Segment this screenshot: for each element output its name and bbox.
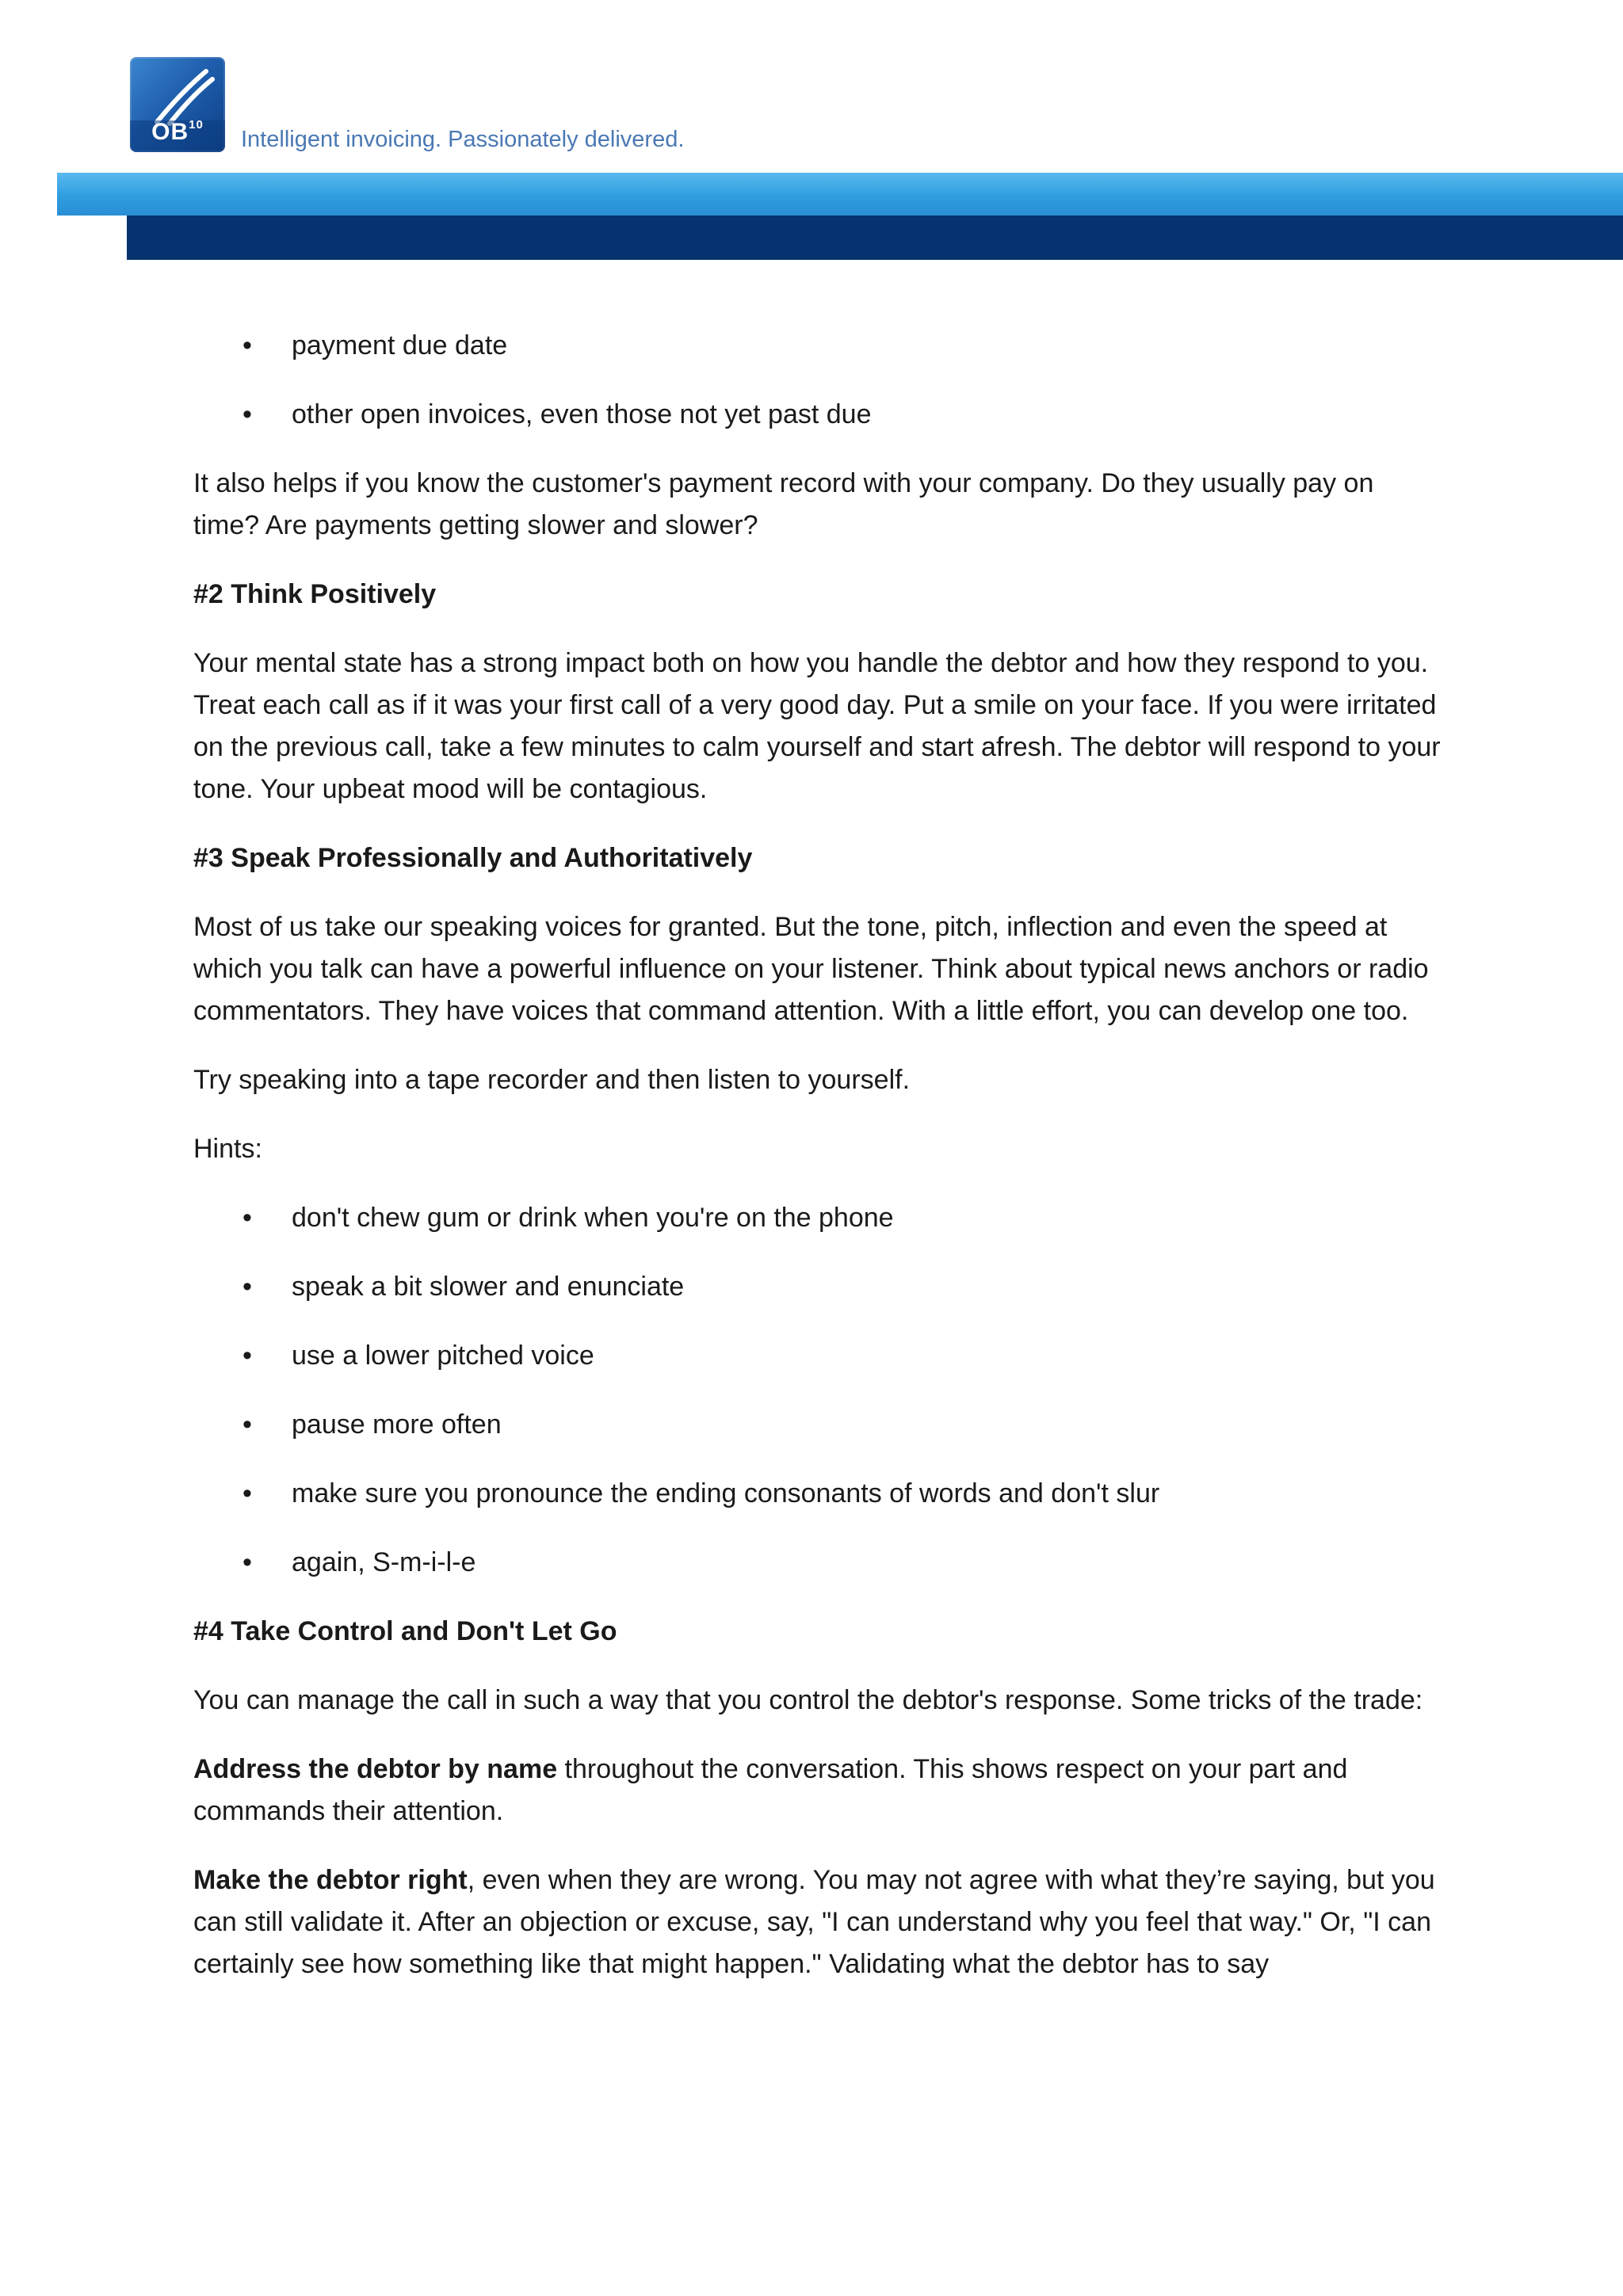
invoice-details-list <box>193 325 1445 436</box>
section-heading-speak-professionally: #3 Speak Professionally and Authoritatively <box>193 843 753 873</box>
tape-recorder-paragraph: Try speaking into a tape recorder and then listen to yourself. <box>193 1065 911 1095</box>
tip-bold-label: Make the debtor right <box>193 1865 468 1895</box>
think-positively-paragraph: Your mental state has a strong impact both on how you handle the debtor and how they respond to you. Treat each call as if it was your first call of a very good day. Put a smile on your face. If you were irritated on the previous call, take a few minutes to calm yourself and start afresh. The debtor will respond to your tone. Your upbeat mood will be contagious. <box>193 648 1441 804</box>
take-control-intro: You can manage the call in such a way that you control the debtor's response. Some tricks of the trade: <box>193 1685 1423 1715</box>
payment-record-paragraph: It also helps if you know the customer's payment record with your company. Do they usually pay on time? Are payments getting slower and slower? <box>193 468 1374 540</box>
speak-professionally-paragraph: Most of us take our speaking voices for granted. But the tone, pitch, inflection and even the speed at which you talk can have a powerful influence on your listener. Think about typical news anchors or radio commentators. They have voices that command attention. With a little effort, you can develop one too. <box>193 912 1429 1026</box>
tip-make-debtor-right <box>193 1859 1445 1985</box>
logo-text <box>135 118 220 146</box>
header-band-light <box>57 173 1623 215</box>
list-item: • make sure you pronounce the ending consonants of words and don't slur <box>193 1473 1445 1515</box>
list-item: • speak a bit slower and enunciate <box>193 1266 1445 1308</box>
section-heading-think-positively: #2 Think Positively <box>193 579 437 609</box>
list-item: • other open invoices, even those not yet past due <box>193 394 1445 436</box>
section-heading-take-control: #4 Take Control and Don't Let Go <box>193 1616 617 1646</box>
hints-list <box>193 1197 1445 1584</box>
list-item: • don't chew gum or drink when you're on the phone <box>193 1197 1445 1239</box>
hints-label: Hints: <box>193 1134 262 1164</box>
tip-text: , even when they are wrong. You may not agree with what they’re saying, but you can still validate it. After an objection or excuse, say, "I can understand why you feel that way." Or, "I can certainly see how something like that might happen." Validating what the debtor has to say <box>193 1865 1435 1979</box>
tip-bold-label: Address the debtor by name <box>193 1754 558 1784</box>
list-item: • use a lower pitched voice <box>193 1335 1445 1377</box>
tagline: Intelligent invoicing. Passionately delivered. <box>241 127 685 152</box>
tip-address-by-name <box>193 1749 1445 1833</box>
document-body <box>193 325 1445 2012</box>
logo-superscript: 10 <box>189 118 204 132</box>
tip-text: throughout the conversation. This shows respect on your part and commands their attention. <box>193 1754 1348 1826</box>
list-item: • payment due date <box>193 325 1445 367</box>
ob10-logo <box>130 57 225 152</box>
header-band-dark <box>127 215 1623 260</box>
list-item: • again, S-m-i-l-e <box>193 1542 1445 1584</box>
logo-main-text: OB <box>151 119 189 145</box>
list-item: • pause more often <box>193 1404 1445 1446</box>
